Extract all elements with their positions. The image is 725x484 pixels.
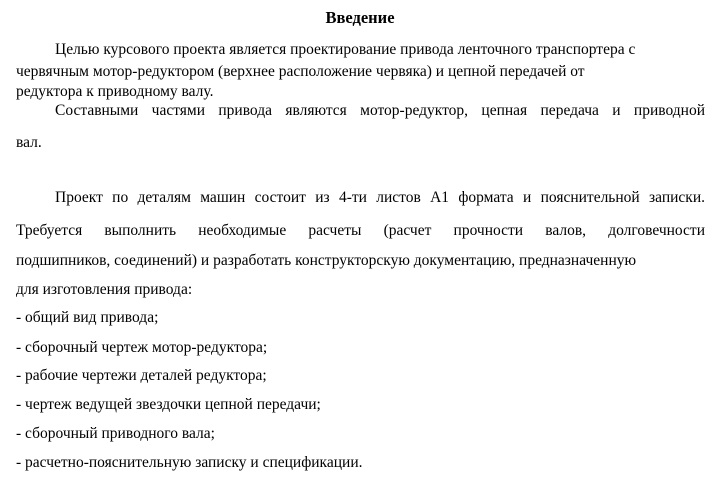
list-item: - сборочный чертеж мотор-редуктора; [16,339,268,356]
list-item: - чертеж ведущей звездочки цепной передачи; [16,396,321,413]
paragraph-3-line-1: Проект по деталям машин состоит из 4-ти листов А1 формата и пояснительной записки. [55,189,705,206]
list-item: - общий вид привода; [16,309,159,326]
paragraph-2-line-2: вал. [16,134,42,151]
paragraph-1-line-1: Целью курсового проекта является проектирование привода ленточного транспортера с [55,41,636,58]
paragraph-1-line-2: червячным мотор-редуктором (верхнее расположение червяка) и цепной передачей от [16,63,585,80]
list-item: - расчетно-пояснительную записку и спецификации. [16,454,363,471]
paragraph-3-line-2: Требуется выполнить необходимые расчеты (расчет прочности валов, долговечности [16,222,705,239]
paragraph-3-line-3: подшипников, соединений) и разработать конструкторскую документацию, предназначенную [16,252,637,269]
page-title: Введение [325,8,395,27]
list-item: - сборочный приводного вала; [16,425,215,442]
paragraph-1-line-3: редуктора к приводному валу. [16,83,214,100]
paragraph-2-line-1: Составными частями привода являются мотор-редуктор, цепная передача и приводной [55,102,705,119]
paragraph-3-line-4: для изготовления привода: [16,281,193,298]
list-item: - рабочие чертежи деталей редуктора; [16,367,267,384]
